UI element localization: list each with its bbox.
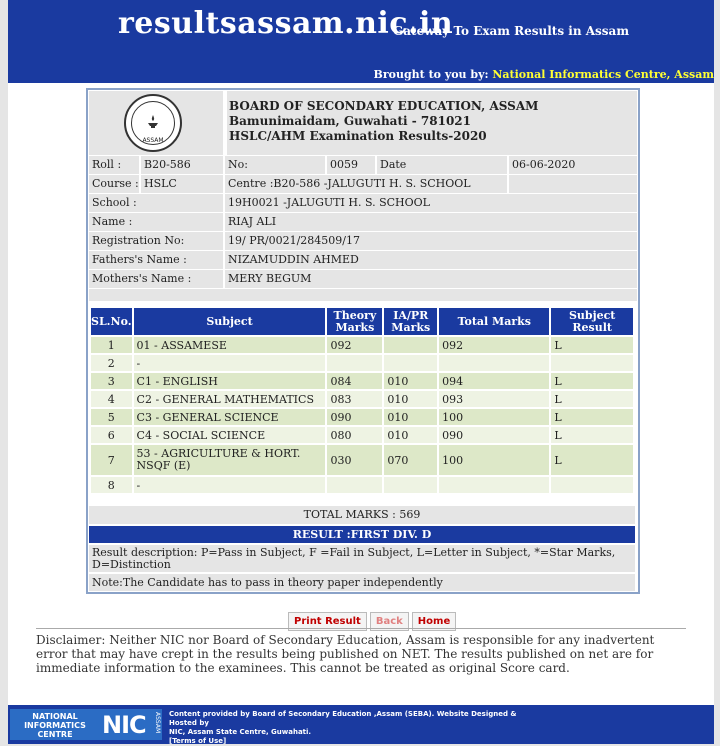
registration-row [89, 232, 637, 250]
name-label: Name : [89, 213, 223, 231]
table-row [91, 427, 633, 443]
father-label: Fathers's Name : [89, 251, 223, 269]
row-result [551, 477, 633, 493]
col-iapr: IA/PR Marks [384, 308, 437, 335]
footer-content-line-1: Content provided by Board of Secondary Education ,Assam (SEBA). Website Designed & Hosted by [169, 710, 517, 727]
divider [36, 628, 686, 629]
board-address: Bamunimaidam, Guwahati - 781021 [229, 114, 471, 128]
nic-link[interactable]: National Informatics Centre, Assam [492, 68, 714, 81]
row-iapr: 010 [384, 391, 437, 407]
row-total: 093 [439, 391, 549, 407]
row-subject: C3 - GENERAL SCIENCE [134, 409, 326, 425]
lamp-icon [145, 114, 161, 130]
father-value: NIZAMUDDIN AHMED [225, 251, 637, 269]
site-tagline: Gateway To Exam Results in Assam [393, 24, 630, 38]
back-button[interactable]: Back [370, 612, 409, 631]
mother-row [89, 270, 637, 288]
row-sl: 8 [91, 477, 132, 493]
theory-note: Note:The Candidate has to pass in theory paper independently [89, 574, 635, 591]
no-value: 0059 [327, 156, 375, 174]
table-row [91, 355, 633, 371]
row-subject: - [134, 355, 326, 371]
logo-state-text: ASSAM [154, 712, 161, 734]
registration-value: 19/ PR/0021/284509/17 [225, 232, 637, 250]
course-value: HSLC [141, 175, 223, 193]
course-row [89, 175, 637, 193]
row-iapr [384, 355, 437, 371]
nic-logo-icon [10, 709, 162, 740]
row-subject: 53 - AGRICULTURE & HORT. NSQF (E) [134, 445, 326, 475]
col-theory: Theory Marks [327, 308, 382, 335]
footer-content-line-2: NIC, Assam State Centre, Guwahati. [169, 728, 312, 736]
brought-by [374, 68, 714, 81]
col-result: Subject Result [551, 308, 633, 335]
registration-label: Registration No: [89, 232, 223, 250]
school-row [89, 194, 637, 212]
date-value: 06-06-2020 [509, 156, 637, 174]
marks-table [89, 306, 635, 495]
row-theory: 092 [327, 337, 382, 353]
row-result: L [551, 409, 633, 425]
course-label: Course : [89, 175, 139, 193]
site-header [8, 0, 714, 83]
logo-line-1: NATIONAL [32, 712, 78, 721]
row-iapr: 010 [384, 427, 437, 443]
row-subject: 01 - ASSAMESE [134, 337, 326, 353]
total-marks: TOTAL MARKS : 569 [89, 506, 635, 524]
row-sl: 2 [91, 355, 132, 371]
logo-line-2: INFORMATICS [24, 721, 86, 730]
table-row [91, 477, 633, 493]
roll-value: B20-586 [141, 156, 223, 174]
result-card [86, 88, 640, 594]
table-row [91, 337, 633, 353]
logo-caption: ASSAM [142, 137, 164, 144]
col-slno: SL.No. [91, 308, 132, 335]
school-label: School : [89, 194, 223, 212]
row-total: 090 [439, 427, 549, 443]
row-sl: 7 [91, 445, 132, 475]
logo-nic-text: NIC [102, 711, 146, 739]
row-theory [327, 355, 382, 371]
row-result: L [551, 427, 633, 443]
row-subject: C4 - SOCIAL SCIENCE [134, 427, 326, 443]
date-label: Date [377, 156, 507, 174]
roll-row [89, 156, 637, 174]
board-name: BOARD OF SECONDARY EDUCATION, ASSAM [229, 99, 539, 113]
terms-of-use-link[interactable]: [Terms of Use] [169, 737, 227, 745]
marks-header-row [91, 308, 633, 335]
print-result-button[interactable]: Print Result [288, 612, 367, 631]
row-total [439, 477, 549, 493]
roll-label: Roll : [89, 156, 139, 174]
row-iapr [384, 477, 437, 493]
exam-title: HSLC/AHM Examination Results-2020 [229, 129, 487, 143]
main-content [8, 83, 714, 705]
father-row [89, 251, 637, 269]
row-result: L [551, 373, 633, 389]
row-iapr [384, 337, 437, 353]
row-iapr: 070 [384, 445, 437, 475]
brought-by-prefix: Brought to you by: [373, 68, 493, 81]
row-sl: 6 [91, 427, 132, 443]
row-result [551, 355, 633, 371]
disclaimer-text: Disclaimer: Neither NIC nor Board of Secondary Education, Assam is responsible for any inadvertent error that may have crept in the results being published on NET. The results published on net are for immediate information to the examinees. This cannot be treated as original Score card. [36, 633, 655, 675]
row-result: L [551, 391, 633, 407]
row-total: 092 [439, 337, 549, 353]
row-subject: - [134, 477, 326, 493]
name-row [89, 213, 637, 231]
row-subject: C1 - ENGLISH [134, 373, 326, 389]
mother-label: Mothers's Name : [89, 270, 223, 288]
site-title[interactable]: resultsassam.nic.in [118, 6, 454, 41]
row-result: L [551, 445, 633, 475]
row-theory: 084 [327, 373, 382, 389]
table-row [91, 445, 633, 475]
row-total: 100 [439, 409, 549, 425]
row-theory: 090 [327, 409, 382, 425]
row-iapr: 010 [384, 373, 437, 389]
table-row [91, 373, 633, 389]
row-subject: C2 - GENERAL MATHEMATICS [134, 391, 326, 407]
row-sl: 5 [91, 409, 132, 425]
board-header [89, 91, 637, 155]
name-value: RIAJ ALI [225, 213, 637, 231]
col-subject: Subject [134, 308, 326, 335]
centre-value: Centre :B20-586 -JALUGUTI H. S. SCHOOL [225, 175, 507, 193]
row-iapr: 010 [384, 409, 437, 425]
row-theory: 030 [327, 445, 382, 475]
home-button[interactable]: Home [412, 612, 456, 631]
mother-value: MERY BEGUM [225, 270, 637, 288]
row-sl: 3 [91, 373, 132, 389]
row-result: L [551, 337, 633, 353]
row-total: 100 [439, 445, 549, 475]
row-total [439, 355, 549, 371]
col-total: Total Marks [439, 308, 549, 335]
table-row [91, 409, 633, 425]
row-theory [327, 477, 382, 493]
row-theory: 080 [327, 427, 382, 443]
result-banner: RESULT :FIRST DIV. D [89, 526, 635, 543]
table-row [91, 391, 633, 407]
row-total: 094 [439, 373, 549, 389]
result-description: Result description: P=Pass in Subject, F =Fail in Subject, L=Letter in Subject, *=Star Marks, D=Distinction [89, 545, 635, 572]
no-label: No: [225, 156, 325, 174]
row-sl: 1 [91, 337, 132, 353]
footer-credits [169, 710, 539, 746]
logo-line-3: CENTRE [37, 730, 73, 739]
site-footer [8, 705, 714, 744]
row-theory: 083 [327, 391, 382, 407]
seba-logo-icon [124, 94, 182, 152]
row-sl: 4 [91, 391, 132, 407]
school-value: 19H0021 -JALUGUTI H. S. SCHOOL [225, 194, 637, 212]
